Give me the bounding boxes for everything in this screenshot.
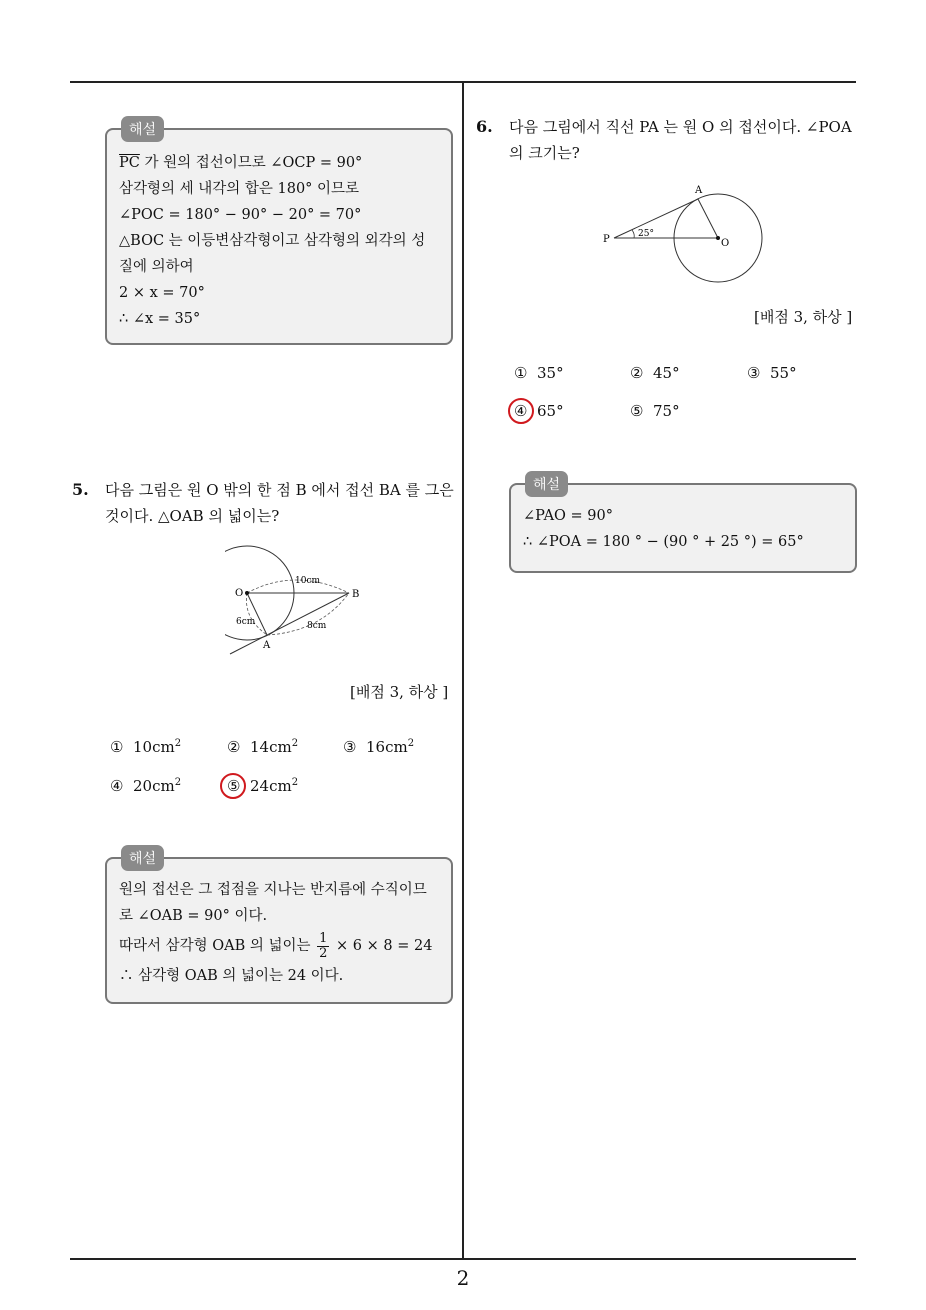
question-5-text: 다음 그림은 원 O 밖의 한 점 B 에서 접선 BA 를 그은 것이다. △OAB 의 넓이는?: [105, 481, 454, 525]
question-6-points: [배점 3, 하상 ]: [754, 308, 853, 326]
segment-oa: [698, 199, 718, 238]
q6-choice-4[interactable]: ④ 65°: [514, 402, 564, 420]
solution-tag: 해설: [525, 471, 568, 497]
solution-tag: 해설: [121, 116, 164, 142]
tangent-line-pa: [614, 199, 698, 238]
label-6cm: 6cm: [236, 617, 256, 627]
solution-line: △BOC 는 이등변삼각형이고 삼각형의 외각의 성: [119, 233, 426, 249]
q6-selected-mark: [508, 398, 534, 424]
prev-solution-box: [105, 122, 453, 345]
segment-pc: $\overline{PC}$: [119, 155, 140, 171]
solution-tag: 해설: [121, 845, 164, 871]
q5-choice-4[interactable]: ④ $20cm^2$: [110, 777, 182, 795]
solution-line: 삼각형의 세 내각의 합은 180° 이므로: [119, 181, 360, 197]
solution-line: ∠PAO = 90°: [523, 508, 614, 524]
q6-choice-1[interactable]: ① 35°: [514, 364, 564, 382]
solution-line: 로 ∠OAB = 90° 이다.: [119, 908, 268, 924]
solution-line: 원의 접선은 그 접점을 지나는 반지름에 수직이므: [119, 882, 427, 898]
label-angle: 25°: [638, 229, 654, 239]
solution-line: 질에 의하여: [119, 259, 194, 275]
question-5-points: [배점 3, 하상 ]: [350, 683, 449, 701]
label-10cm: 10cm: [295, 576, 321, 586]
q6-solution-box: [509, 477, 857, 573]
solution-line: ∴ 삼각형 OAB 의 넓이는 24 이다.: [119, 968, 344, 984]
q6-choice-3[interactable]: ③ 55°: [747, 364, 797, 382]
label-8cm: 8cm: [307, 621, 327, 631]
label-o: O: [721, 238, 730, 249]
solution-line: ∴ ∠POA = 180 ° − (90 ° + 25 °) = 65°: [523, 534, 804, 550]
label-a: A: [695, 185, 703, 196]
bottom-rule: [70, 1258, 856, 1260]
column-divider: [462, 83, 464, 1258]
label-p: P: [603, 234, 610, 245]
q5-choice-3[interactable]: ③ $16cm^2$: [343, 738, 415, 756]
q6-choice-5[interactable]: ⑤ 75°: [630, 402, 680, 420]
label-a: A: [263, 640, 271, 651]
fraction-one-half: $\frac{1}{2}$: [319, 930, 328, 961]
q5-solution-box: [105, 851, 453, 1004]
label-o: O: [235, 588, 244, 599]
question-6-text: 다음 그림에서 직선 PA 는 원 O 의 접선이다. ∠POA 의 크기는?: [509, 118, 852, 162]
q5-choice-1[interactable]: ① $10cm^2$: [110, 738, 182, 756]
question-6-figure: [600, 180, 770, 285]
q6-choice-2[interactable]: ② 45°: [630, 364, 680, 382]
question-6-number: 6.: [476, 117, 493, 136]
angle-arc: [632, 230, 634, 238]
solution-line: ∠POC = 180° − 90° − 20° = 70°: [119, 207, 362, 223]
solution-line: 따라서 삼각형 OAB 의 넓이는 $\frac{1}{2}$ × 6 × 8 = 24: [119, 930, 433, 961]
label-b: B: [352, 589, 360, 600]
solution-line: 2 × x = 70°: [119, 285, 205, 301]
q5-selected-mark: [220, 773, 246, 799]
q5-choice-2[interactable]: ② $14cm^2$: [227, 738, 299, 756]
question-5-figure: [225, 542, 375, 657]
page-number: 2: [456, 1266, 470, 1290]
question-5-number: 5.: [72, 480, 89, 499]
solution-line: $\overline{PC}$ 가 원의 접선이므로 ∠OCP = 90°: [119, 155, 363, 171]
point-o: [716, 236, 720, 240]
point-o: [245, 591, 249, 595]
segment-oa: [247, 593, 267, 635]
q5-choice-5[interactable]: ⑤ $24cm^2$: [227, 777, 299, 795]
solution-line: ∴ ∠x = 35°: [119, 311, 201, 327]
